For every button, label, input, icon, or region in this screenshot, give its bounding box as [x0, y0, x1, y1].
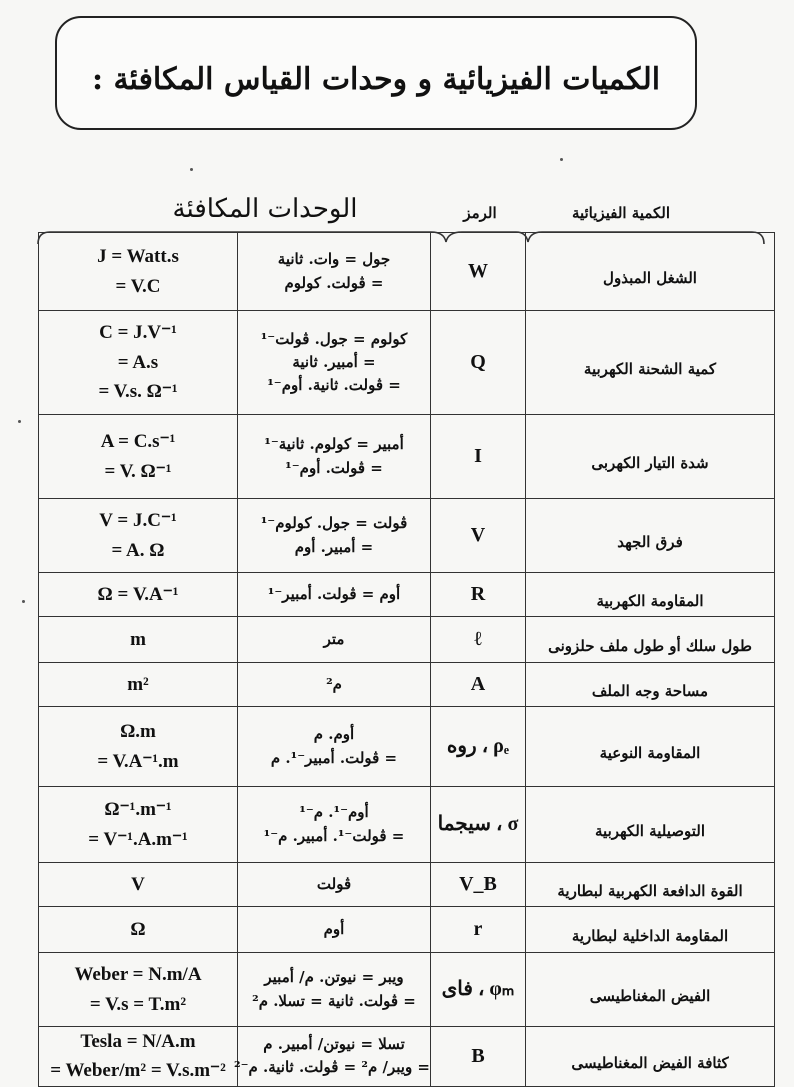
page-title: الكميات الفيزيائية و وحدات القياس المكافئة :	[91, 62, 661, 97]
quantity-cell	[526, 233, 775, 311]
unit-line: = A. Ω	[111, 539, 165, 561]
arabic-units-cell	[238, 707, 431, 787]
units-cell	[39, 907, 238, 953]
quantity-label: التوصيلية الكهربية	[595, 821, 705, 840]
header-units: الوحدات المكافئة	[172, 194, 358, 224]
table-row	[39, 233, 775, 311]
unit-line: J = Watt.s	[97, 246, 179, 268]
quantity-cell	[526, 573, 775, 617]
unit-line: = V.C	[115, 275, 161, 297]
symbol-cell: Q	[431, 311, 526, 415]
arabic-unit-line: كولوم = جول. ڤولت⁻¹	[260, 329, 408, 348]
quantity-label: كثافة الفيض المغناطيسى	[571, 1053, 729, 1072]
unit-line: Tesla = N/A.m	[80, 1031, 196, 1052]
quantity-cell	[526, 499, 775, 573]
unit-line: = V.s. Ω⁻¹	[98, 381, 178, 403]
arabic-unit-line: تسلا = نيوتن/ أمبير. م	[263, 1035, 405, 1054]
quantity-label: المقاومة الداخلية لبطارية	[571, 926, 729, 945]
quantity-cell	[526, 415, 775, 499]
symbol-cell: I	[431, 415, 526, 499]
arabic-units-cell	[238, 499, 431, 573]
quantity-cell	[526, 953, 775, 1027]
arabic-units-cell	[238, 617, 431, 663]
header-symbol: الرمز	[463, 204, 497, 222]
quantity-cell	[526, 707, 775, 787]
quantity-label: مساحة وجه الملف	[591, 681, 709, 700]
symbol-cell: V	[431, 499, 526, 573]
speck	[190, 168, 193, 171]
unit-line: Weber = N.m/A	[74, 964, 202, 986]
quantity-label: المقاومة الكهربية	[596, 591, 704, 610]
arabic-unit-line: ڤولت = جول. كولوم⁻¹	[260, 514, 408, 533]
unit-line: = Weber/m² = V.s.m⁻²	[50, 1060, 226, 1082]
quantity-label: طول سلك أو طول ملف حلزونى	[548, 636, 752, 655]
symbol-cell: فاى ، φₘ	[431, 953, 526, 1027]
quantity-label: الشغل المبذول	[603, 268, 697, 287]
table-row	[39, 953, 775, 1027]
units-cell	[39, 863, 238, 907]
arabic-unit-line: أمبير = كولوم. ثانية⁻¹	[264, 435, 404, 454]
quantity-cell	[526, 663, 775, 707]
speck	[22, 600, 25, 603]
units-cell	[39, 787, 238, 863]
table-row	[39, 863, 775, 907]
arabic-unit-line: أوم⁻¹. م⁻¹	[299, 803, 369, 822]
arabic-unit-line: = ويبر/ م² = ڤولت. ثانية. م⁻²	[234, 1058, 430, 1077]
arabic-units-cell	[238, 907, 431, 953]
unit-line: Ω⁻¹.m⁻¹	[104, 799, 172, 821]
units-cell	[39, 499, 238, 573]
table-row	[39, 907, 775, 953]
units-cell	[39, 663, 238, 707]
unit-line: C = J.V⁻¹	[99, 322, 177, 344]
arabic-unit-line: ويبر = نيوتن. م/ أمبير	[264, 968, 404, 987]
symbol-cell: ℓ	[431, 617, 526, 663]
unit-line: = V⁻¹.A.m⁻¹	[88, 828, 188, 850]
unit-line: = A.s	[117, 351, 159, 373]
unit-line: = V.s = T.m²	[89, 993, 187, 1015]
table-row	[39, 663, 775, 707]
arabic-unit-line: جول = وات. ثانية	[277, 250, 391, 269]
unit-line: V = J.C⁻¹	[99, 510, 177, 532]
unit-line: Ω = V.A⁻¹	[97, 583, 179, 605]
units-cell	[39, 415, 238, 499]
arabic-units-cell	[238, 573, 431, 617]
arabic-units-cell	[238, 663, 431, 707]
quantity-label: الفيض المغناطيسى	[589, 986, 711, 1005]
unit-line: = V. Ω⁻¹	[104, 460, 172, 482]
arabic-unit-line: متر	[323, 629, 345, 648]
unit-line: m²	[127, 673, 149, 695]
arabic-units-cell	[238, 787, 431, 863]
title-box	[55, 16, 697, 130]
arabic-units-cell	[238, 415, 431, 499]
units-cell	[39, 707, 238, 787]
arabic-unit-line: = ڤولت. أمبير⁻¹. م	[270, 748, 398, 767]
quantity-label: المقاومة النوعية	[599, 743, 701, 762]
quantity-label: فرق الجهد	[617, 532, 683, 551]
table-row	[39, 707, 775, 787]
symbol-cell: r	[431, 907, 526, 953]
arabic-units-cell	[238, 233, 431, 311]
quantity-label: كمية الشحنة الكهربية	[583, 359, 717, 378]
symbol-cell: R	[431, 573, 526, 617]
symbol-cell: A	[431, 663, 526, 707]
units-cell	[39, 311, 238, 415]
unit-line: Ω.m	[120, 721, 156, 743]
arabic-units-cell	[234, 1027, 431, 1087]
unit-line: m	[130, 628, 146, 650]
table-row	[39, 499, 775, 573]
arabic-unit-line: = ڤولت. ثانية = تسلا. م²	[252, 991, 416, 1010]
quantity-cell	[526, 787, 775, 863]
arabic-unit-line: = أمبير. أوم	[294, 537, 374, 556]
units-cell	[39, 953, 238, 1027]
speck	[560, 158, 563, 161]
arabic-unit-line: = ڤولت. أوم⁻¹	[285, 458, 383, 477]
table-row	[39, 787, 775, 863]
quantity-cell	[526, 1027, 775, 1087]
unit-line: V	[131, 873, 145, 895]
arabic-unit-line: م²	[326, 674, 342, 693]
table-row	[39, 617, 775, 663]
arabic-units-cell	[238, 863, 431, 907]
quantity-cell	[526, 311, 775, 415]
arabic-unit-line: أوم = ڤولت. أمبير⁻¹	[267, 584, 401, 603]
arabic-unit-line: = أمبير. ثانية	[292, 352, 376, 371]
units-cell	[39, 233, 238, 311]
unit-line: Ω	[130, 918, 146, 940]
unit-line: A = C.s⁻¹	[100, 431, 176, 453]
arabic-units-cell	[238, 953, 431, 1027]
quantity-cell	[526, 907, 775, 953]
symbol-cell: B	[431, 1027, 526, 1087]
arabic-unit-line: = ڤولت. كولوم	[284, 273, 384, 292]
arabic-unit-line: أوم	[323, 919, 345, 938]
arabic-unit-line: = ڤولت⁻¹. أمبير. م⁻¹	[263, 826, 405, 845]
table-row	[39, 573, 775, 617]
quantity-label: القوة الدافعة الكهربية لبطارية	[557, 881, 743, 900]
arabic-unit-line: أوم. م	[313, 725, 355, 744]
quantities-table	[38, 232, 775, 1087]
units-cell	[39, 1027, 238, 1087]
symbol-cell: V_B	[431, 863, 526, 907]
units-cell	[39, 573, 238, 617]
quantity-cell	[526, 863, 775, 907]
arabic-unit-line: = ڤولت. ثانية. أوم⁻¹	[267, 376, 401, 395]
units-cell	[39, 617, 238, 663]
quantity-cell	[526, 617, 775, 663]
symbol-cell: سيجما ، σ	[431, 787, 526, 863]
unit-line: = V.A⁻¹.m	[97, 750, 179, 772]
symbol-cell: W	[431, 233, 526, 311]
table-row	[39, 311, 775, 415]
table-row	[39, 415, 775, 499]
arabic-unit-line: ڤولت	[316, 874, 352, 893]
header-quantity: الكمية الفيزيائية	[571, 204, 671, 222]
quantity-label: شدة التيار الكهربى	[591, 453, 709, 472]
table-row	[39, 1027, 775, 1087]
arabic-units-cell	[238, 311, 431, 415]
speck	[18, 420, 21, 423]
symbol-cell: روه ، ρₑ	[431, 707, 526, 787]
